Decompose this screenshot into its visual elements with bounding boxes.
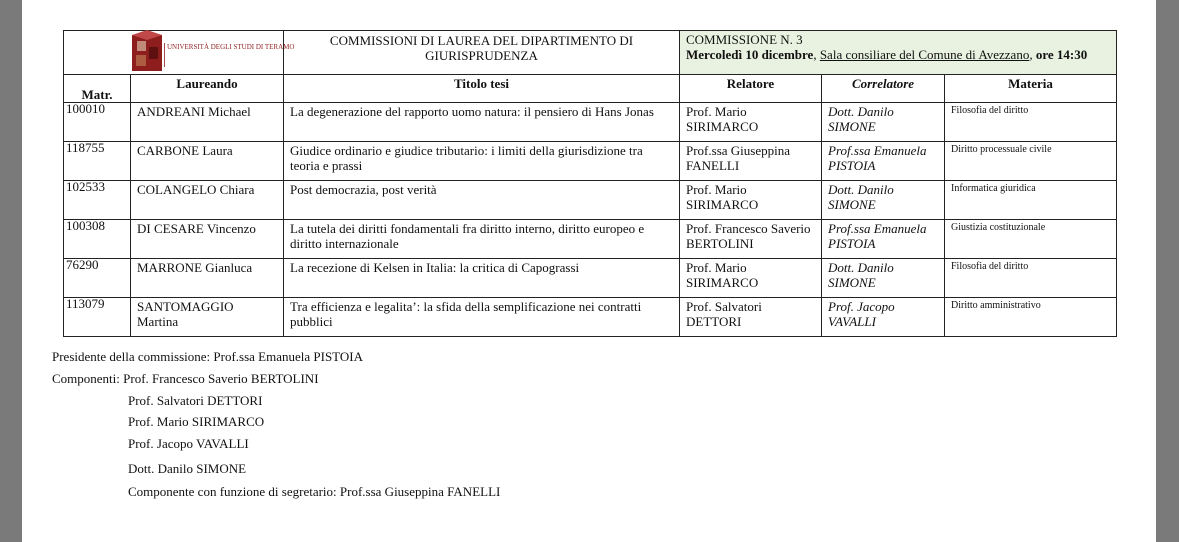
component-item: Prof. Mario SIRIMARCO <box>128 414 265 429</box>
cell-titolo: La tutela dei diritti fondamentali fra diritto interno, diritto europeo e diritto internazionale <box>284 220 680 259</box>
col-titolo: Titolo tesi <box>284 75 680 103</box>
column-header-row <box>64 75 1117 103</box>
commission-schedule: Mercoledì 10 dicembre, Sala consiliare del Comune di Avezzano, ore 14:30 <box>686 47 1088 62</box>
cell-materia: Diritto amministrativo <box>945 298 1117 337</box>
table-row <box>64 142 1117 181</box>
university-logo <box>130 33 295 73</box>
commission-table <box>63 30 1117 337</box>
table-row <box>64 298 1117 337</box>
cell-correlatore: Dott. Danilo SIMONE <box>822 181 945 220</box>
cell-relatore: Prof.ssa Giuseppina FANELLI <box>680 142 822 181</box>
cell-titolo: Post democrazia, post verità <box>284 181 680 220</box>
cell-materia: Filosofia del diritto <box>945 103 1117 142</box>
component-item: Prof. Jacopo VAVALLI <box>128 436 249 451</box>
logo-cell <box>64 31 295 75</box>
commission-info <box>680 31 1117 75</box>
components-line: Componenti: Prof. Francesco Saverio BERTOLINI <box>52 371 319 386</box>
cell-laureando: DI CESARE Vincenzo <box>131 220 284 259</box>
commission-members <box>52 349 500 499</box>
cell-matr: 100308 <box>64 220 131 259</box>
cell-matr: 102533 <box>64 181 131 220</box>
cell-relatore: Prof. Francesco Saverio BERTOLINI <box>680 220 822 259</box>
document-page <box>22 0 1156 542</box>
cell-relatore: Prof. Mario SIRIMARCO <box>680 181 822 220</box>
cell-titolo: La recezione di Kelsen in Italia: la critica di Capograssi <box>284 259 680 298</box>
document-title: COMMISSIONI DI LAUREA DEL DIPARTIMENTO DI GIURISPRUDENZA <box>284 31 680 75</box>
cell-titolo: Tra efficienza e legalita’: la sfida della semplificazione nei contratti pubblici <box>284 298 680 337</box>
table-row <box>64 220 1117 259</box>
commission-date: Mercoledì 10 dicembre <box>686 47 814 62</box>
col-materia: Materia <box>945 75 1117 103</box>
table-row <box>64 103 1117 142</box>
commission-venue: Sala consiliare del Comune di Avezzano <box>819 47 1030 62</box>
table-header-row <box>64 31 1117 75</box>
cell-laureando: MARRONE Gianluca <box>131 259 284 298</box>
cell-matr: 113079 <box>64 298 131 337</box>
cell-correlatore: Prof.ssa Emanuela PISTOIA <box>822 220 945 259</box>
component-item: Prof. Salvatori DETTORI <box>128 393 263 408</box>
cell-correlatore: Prof. Jacopo VAVALLI <box>822 298 945 337</box>
cell-titolo: La degenerazione del rapporto uomo natura: il pensiero di Hans Jonas <box>284 103 680 142</box>
cell-materia: Informatica giuridica <box>945 181 1117 220</box>
svg-text:UNIVERSITÀ DEGLI STUDI DI TERA: UNIVERSITÀ DEGLI STUDI DI TERAMO <box>167 43 295 51</box>
col-laureando: Laureando <box>131 75 284 103</box>
cell-laureando: CARBONE Laura <box>131 142 284 181</box>
table-row <box>64 181 1117 220</box>
cell-materia: Giustizia costituzionale <box>945 220 1117 259</box>
cell-relatore: Prof. Mario SIRIMARCO <box>680 103 822 142</box>
cell-correlatore: Dott. Danilo SIMONE <box>822 103 945 142</box>
secretary-line: Componente con funzione di segretario: Prof.ssa Giuseppina FANELLI <box>128 484 501 499</box>
president-line: Presidente della commissione: Prof.ssa Emanuela PISTOIA <box>52 349 363 364</box>
cell-relatore: Prof. Salvatori DETTORI <box>680 298 822 337</box>
cell-laureando: COLANGELO Chiara <box>131 181 284 220</box>
cell-materia: Diritto processuale civile <box>945 142 1117 181</box>
cell-matr: 118755 <box>64 142 131 181</box>
cell-relatore: Prof. Mario SIRIMARCO <box>680 259 822 298</box>
col-matr: Matr. <box>64 75 131 103</box>
cell-titolo: Giudice ordinario e giudice tributario: i limiti della giurisdizione tra teoria e prassi <box>284 142 680 181</box>
cell-matr: 76290 <box>64 259 131 298</box>
commission-time: ore 14:30 <box>1035 47 1088 62</box>
cell-laureando: ANDREANI Michael <box>131 103 284 142</box>
component-item: Dott. Danilo SIMONE <box>128 461 247 476</box>
col-correlatore: Correlatore <box>822 75 945 103</box>
cell-correlatore: Prof.ssa Emanuela PISTOIA <box>822 142 945 181</box>
cell-materia: Filosofia del diritto <box>945 259 1117 298</box>
commission-number: COMMISSIONE N. 3 <box>686 32 803 47</box>
table-row <box>64 259 1117 298</box>
cell-correlatore: Dott. Danilo SIMONE <box>822 259 945 298</box>
cell-laureando: SANTOMAGGIO Martina <box>131 298 284 337</box>
cell-matr: 100010 <box>64 103 131 142</box>
col-relatore: Relatore <box>680 75 822 103</box>
